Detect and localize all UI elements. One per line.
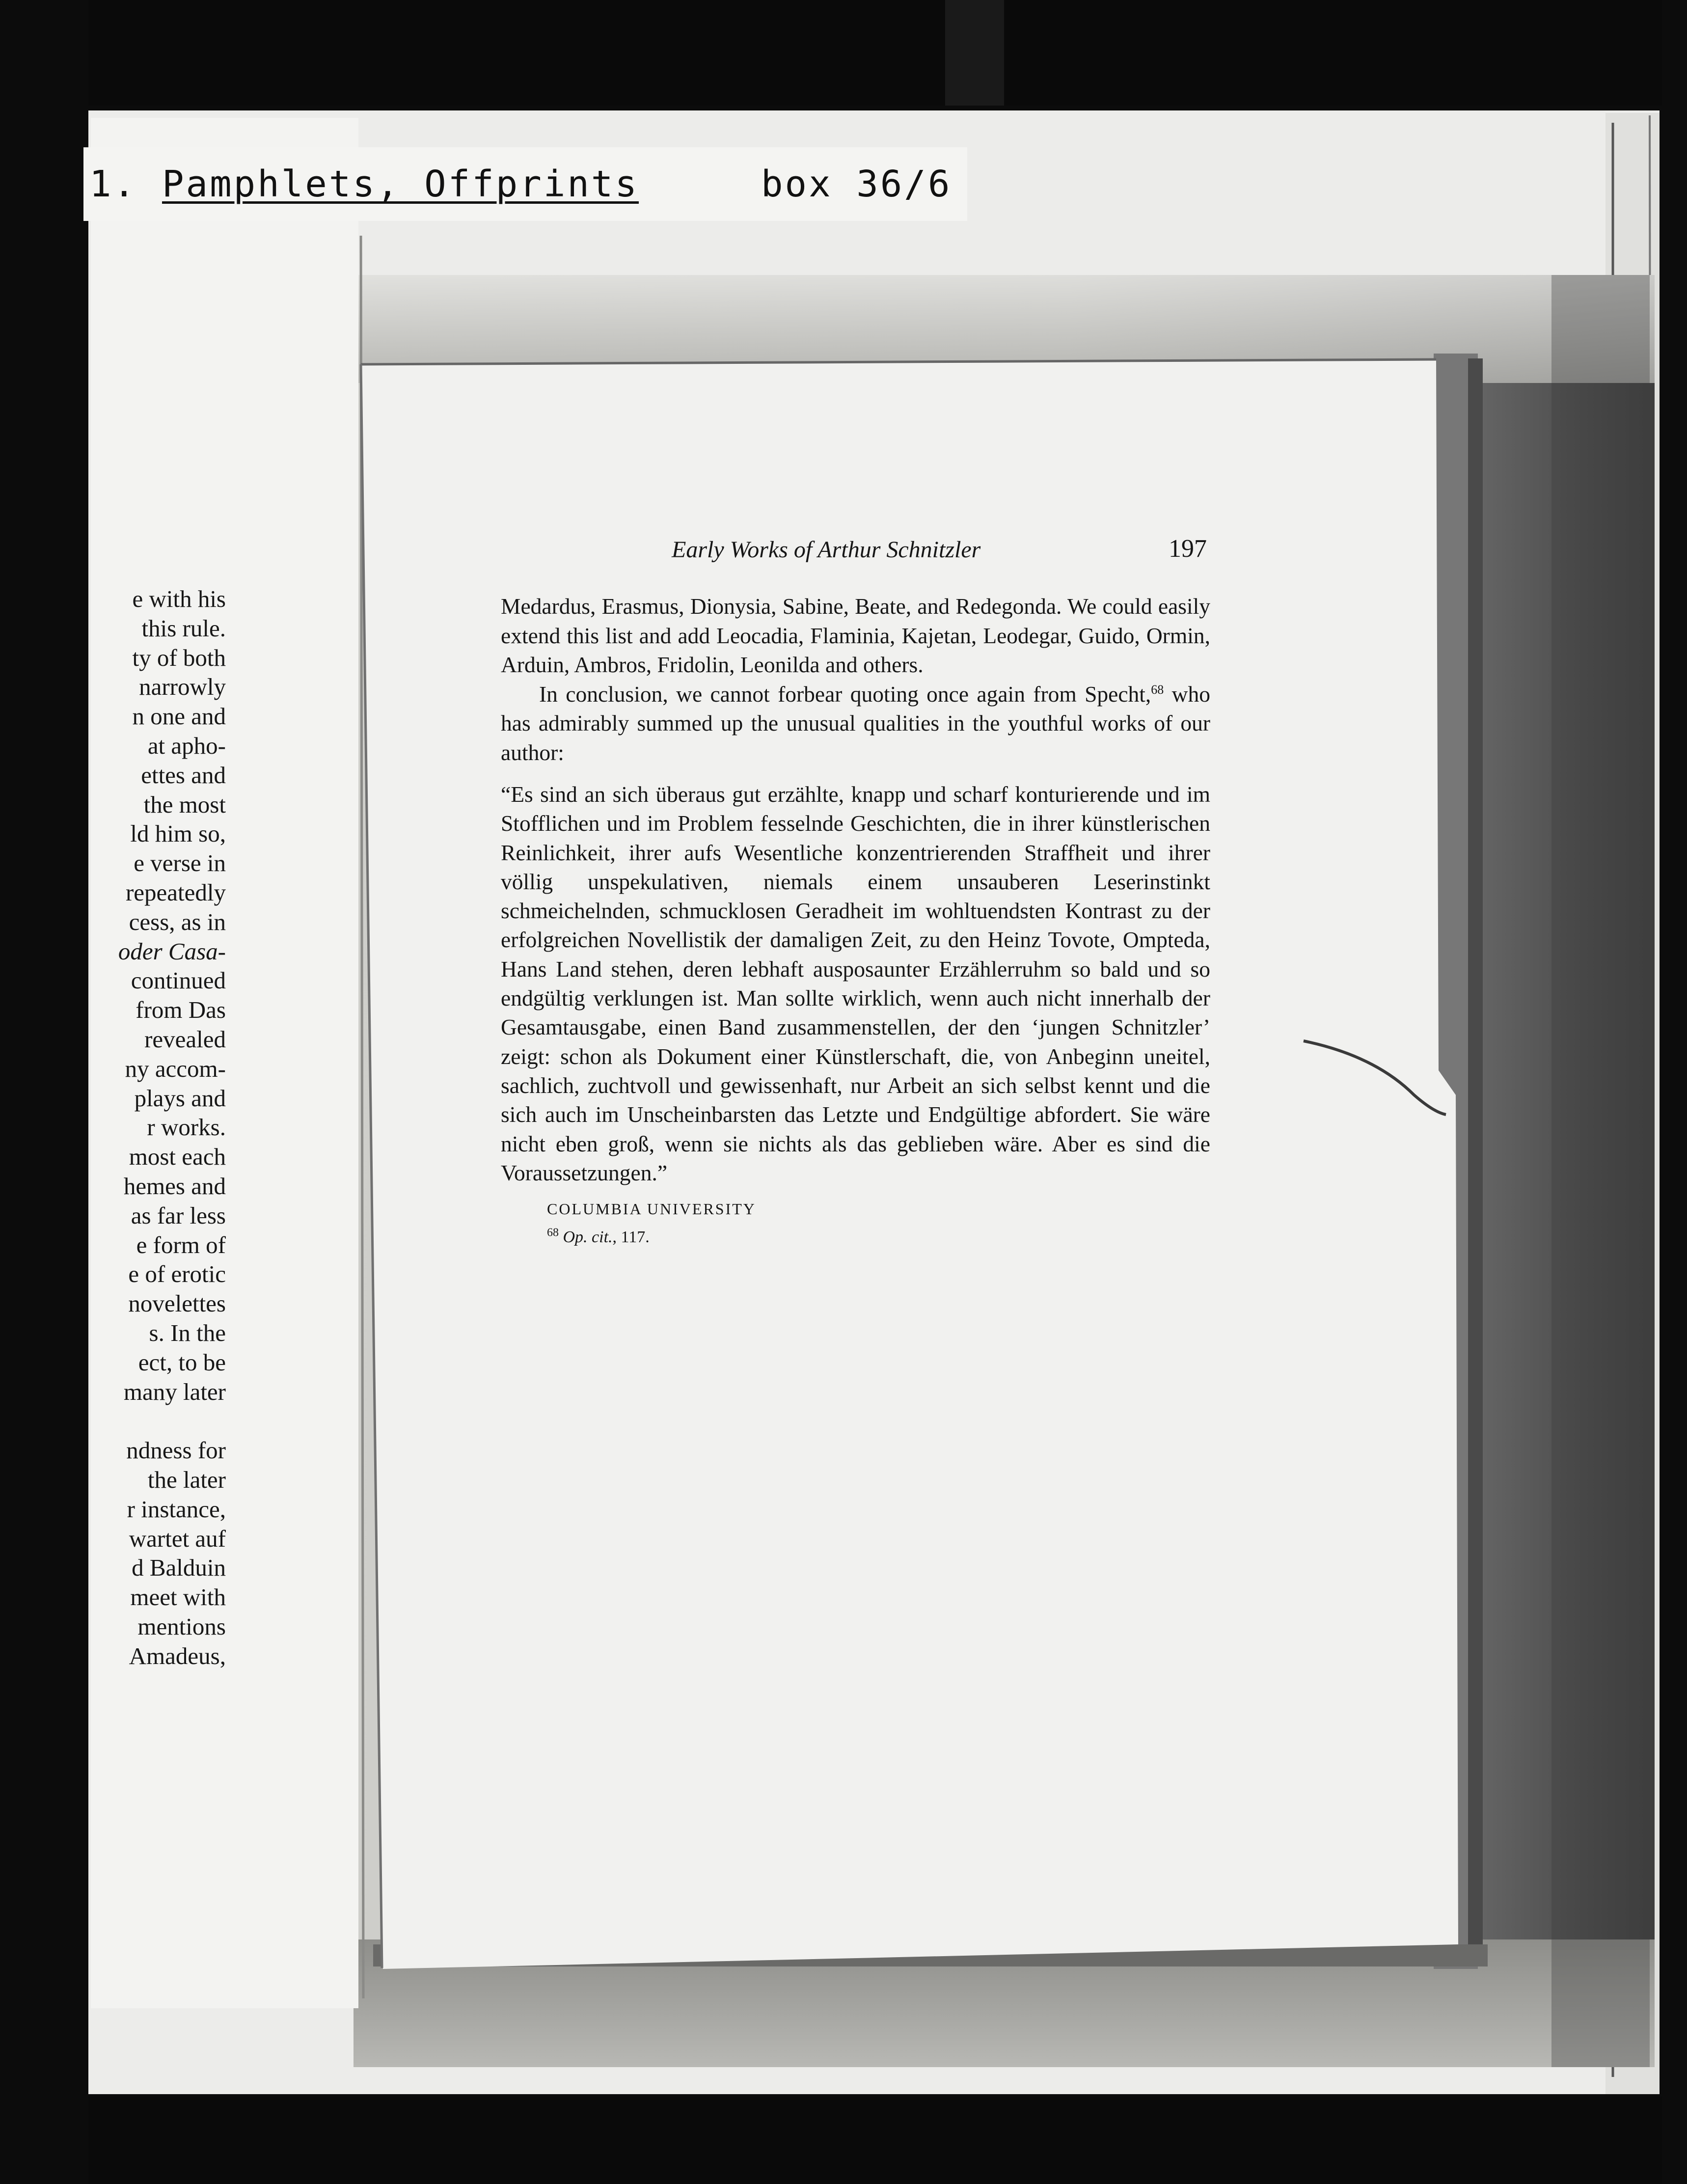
- left-line: at apho-: [147, 732, 226, 759]
- left-line: e of erotic: [128, 1260, 226, 1288]
- paragraph-conclusion: [501, 680, 1210, 767]
- left-line: plays and: [134, 1084, 226, 1112]
- left-line: s. In the: [149, 1319, 226, 1346]
- left-line: continued: [131, 967, 226, 994]
- left-line: e verse in: [134, 849, 226, 877]
- left-line: ettes and: [141, 761, 226, 789]
- footnote-reference: 68: [1151, 682, 1164, 697]
- footnote-citation: Op. cit.: [563, 1228, 613, 1247]
- left-line-blank: [103, 1406, 226, 1436]
- left-line: this rule.: [141, 614, 226, 642]
- left-line: e with his: [132, 585, 226, 612]
- left-line: wartet auf: [129, 1525, 226, 1552]
- page-number: 197: [1169, 535, 1207, 563]
- left-line: meet with: [130, 1583, 226, 1611]
- left-page-text-fragment: [103, 584, 226, 1670]
- left-line: ect, to be: [138, 1348, 226, 1376]
- footnote: [501, 1228, 1210, 1247]
- left-line: novelettes: [128, 1290, 226, 1317]
- left-line: ny accom-: [125, 1055, 226, 1082]
- footnote-page: , 117.: [612, 1228, 650, 1247]
- author-affiliation: COLUMBIA UNIVERSITY: [547, 1200, 756, 1218]
- left-line: many later: [123, 1378, 226, 1405]
- left-line: mentions: [137, 1612, 226, 1640]
- left-line: narrowly: [139, 673, 226, 701]
- block-quote: “Es sind an sich überaus gut erzählte, knapp und scharf konturierende und im Stofflichen und im Problem fesselnde Geschichten, die in ihrer künstlerischen Reinlichkeit, ihrer aufs Wesentliche konzentrierenden Straffheit und ihrer völlig unspekulativen, niemals einem unsauberen Leserinstinkt schmeichelnden, schmucklosen Geradheit im wohltuendsten Kontrast zu der erfolgreichen Novellistik der damaligen Zeit, zu den Heinz Tovote, Ompteda, Hans Land stehen, deren lebhaft ausposaunter Erzählerruhm so bald und so endgültig verklungen ist. Man sollte wirklich, wenn auch nicht innerhalb der Gesamtausgabe, einen Band zusammenstellen, der den ‘jungen Schnitzler’ zeigt: schon als Dokument einer Künstlerschaft, die, von Anbeginn uneitel, sachlich, zuchtvoll und gewissenhaft, nur Arbeit an sich selbst kennt und die sich auch im Unscheinbarsten das Letzte und Endgültige abfordert. Sie wäre nicht eben groß, wenn sie nichts als das geblieben wäre. Aber es sind die Voraussetzungen.”: [501, 782, 1210, 1185]
- left-line: revealed: [144, 1025, 226, 1053]
- left-line: r instance,: [127, 1495, 226, 1523]
- left-line: ld him so,: [130, 820, 226, 847]
- left-line: repeatedly: [125, 878, 226, 906]
- left-line: ndness for: [126, 1437, 226, 1464]
- left-line: r works.: [147, 1114, 226, 1141]
- left-line: n one and: [132, 703, 226, 730]
- label-number: 1.: [89, 163, 137, 205]
- archival-label: [83, 147, 967, 221]
- left-line: the most: [143, 791, 226, 818]
- left-line: cess, as in: [129, 908, 226, 935]
- left-line: Amadeus,: [129, 1642, 226, 1669]
- left-line: ty of both: [132, 644, 226, 671]
- main-text-block: [501, 592, 1210, 1247]
- paragraph-conclusion-text: In conclusion, we cannot forbear quoting once again from Specht,: [539, 681, 1151, 707]
- label-title: Pamphlets, Offprints: [162, 163, 639, 205]
- left-line: hemes and: [123, 1172, 226, 1200]
- paragraph-conclusion-text-end: who has admirably summed up the unusual qualities in the youthful works of our author:: [501, 681, 1210, 765]
- left-line: the later: [147, 1466, 226, 1493]
- footnote-marker: 68: [547, 1226, 559, 1239]
- running-header: Early Works of Arthur Schnitzler: [672, 537, 981, 563]
- left-line: d Balduin: [132, 1554, 226, 1582]
- left-line: oder Casa-: [118, 937, 226, 965]
- left-line: most each: [129, 1143, 226, 1171]
- left-line: as far less: [131, 1201, 226, 1229]
- label-box-number: box 36/6: [761, 163, 952, 205]
- left-line: e form of: [136, 1231, 226, 1258]
- paragraph-names-list: Medardus, Erasmus, Dionysia, Sabine, Beate, and Redegonda. We could easily extend this list and add Leocadia, Flaminia, Kajetan, Leodegar, Guido, Ormin, Arduin, Ambros, Fridolin, Leonilda and others.: [501, 594, 1210, 677]
- left-line: from Das: [136, 996, 226, 1024]
